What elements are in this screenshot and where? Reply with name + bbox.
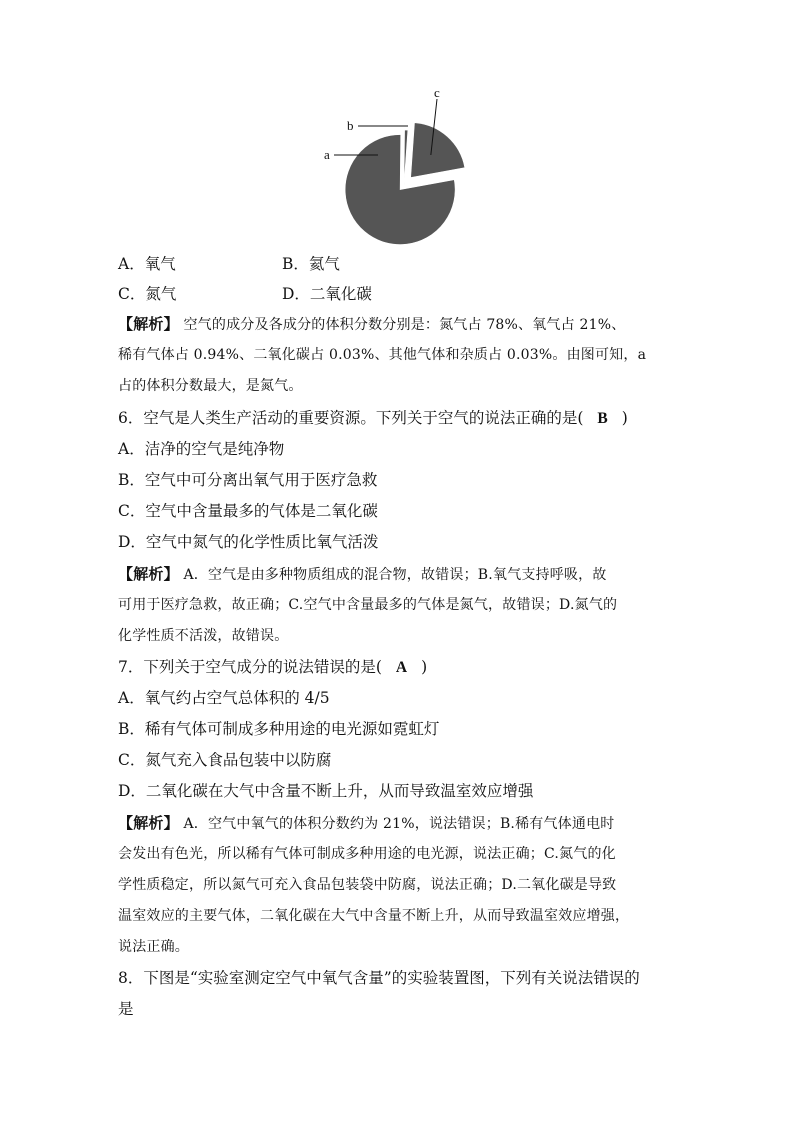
pie-slice-b xyxy=(404,130,408,185)
pie-label-a: a xyxy=(324,147,330,162)
q5-option-b: B．氦气 xyxy=(282,255,340,273)
q6-answer: B xyxy=(597,410,608,427)
q6-stem: 6．空气是人类生产活动的重要资源。下列关于空气的说法正确的是( B ) xyxy=(118,409,628,427)
q6-option-d: D．空气中氮气的化学性质比氧气活泼 xyxy=(118,533,379,551)
q5-explanation-line-3: 占的体积分数最大，是氮气。 xyxy=(118,378,303,394)
q7-option-b: B．稀有气体可制成多种用途的电光源如霓虹灯 xyxy=(118,720,440,738)
q6-option-a: A．洁净的空气是纯净物 xyxy=(118,440,285,458)
q7-explanation-tag: 【解析】 xyxy=(118,814,179,832)
q8-stem-line-1: 8．下图是“实验室测定空气中氧气含量”的实验装置图，下列有关说法错误的 xyxy=(118,969,640,987)
air-composition-pie-chart xyxy=(300,85,500,250)
q6-explanation-line-1: 【解析】 A．空气是由多种物质组成的混合物，故错误；B.氧气支持呼吸，故 xyxy=(118,565,607,583)
q5-option-c: C．氮气 xyxy=(118,285,177,303)
q5-option-d: D．二氧化碳 xyxy=(282,285,372,303)
q6-explanation-tag: 【解析】 xyxy=(118,565,179,583)
q5-explanation-line-1: 【解析】 空气的成分及各成分的体积分数分别是：氮气占 78%、氧气占 21%、 xyxy=(118,315,626,333)
q8-stem-line-2: 是 xyxy=(118,1000,134,1018)
q7-answer: A xyxy=(395,659,408,676)
q7-explanation-line-2: 会发出有色光，所以稀有气体可制成多种用途的电光源，说法正确；C.氮气的化 xyxy=(118,846,616,862)
q7-option-a: A．氧气约占空气总体积的 4/5 xyxy=(118,689,330,707)
q5-option-a: A．氧气 xyxy=(118,255,176,273)
q7-option-d: D．二氧化碳在大气中含量不断上升，从而导致温室效应增强 xyxy=(118,782,534,800)
q7-explanation-line-5: 说法正确。 xyxy=(118,939,189,955)
q7-explanation-line-3: 学性质稳定，所以氮气可充入食品包装袋中防腐，说法正确；D.二氧化碳是导致 xyxy=(118,877,617,893)
q6-option-b: B．空气中可分离出氧气用于医疗急救 xyxy=(118,471,378,489)
q5-explanation-line-2: 稀有气体占 0.94%、二氧化碳占 0.03%、其他气体和杂质占 0.03%。由图可知，a xyxy=(118,347,647,363)
pie-slice-c xyxy=(411,123,465,178)
q7-option-c: C．氮气充入食品包装中以防腐 xyxy=(118,751,332,769)
q7-explanation-line-4: 温室效应的主要气体，二氧化碳在大气中含量不断上升，从而导致温室效应增强， xyxy=(118,908,630,924)
q7-explanation-line-1: 【解析】 A．空气中氧气的体积分数约为 21%，说法错误；B.稀有气体通电时 xyxy=(118,814,615,832)
q5-explanation-tag: 【解析】 xyxy=(118,315,179,333)
q7-stem: 7．下列关于空气成分的说法错误的是( A ) xyxy=(118,658,428,676)
pie-label-b: b xyxy=(347,118,354,133)
q6-option-c: C．空气中含量最多的气体是二氧化碳 xyxy=(118,502,378,520)
q6-explanation-line-2: 可用于医疗急救，故正确；C.空气中含量最多的气体是氮气，故错误；D.氮气的 xyxy=(118,597,618,613)
q6-explanation-line-3: 化学性质不活泼，故错误。 xyxy=(118,628,289,644)
pie-label-c: c xyxy=(434,85,440,100)
